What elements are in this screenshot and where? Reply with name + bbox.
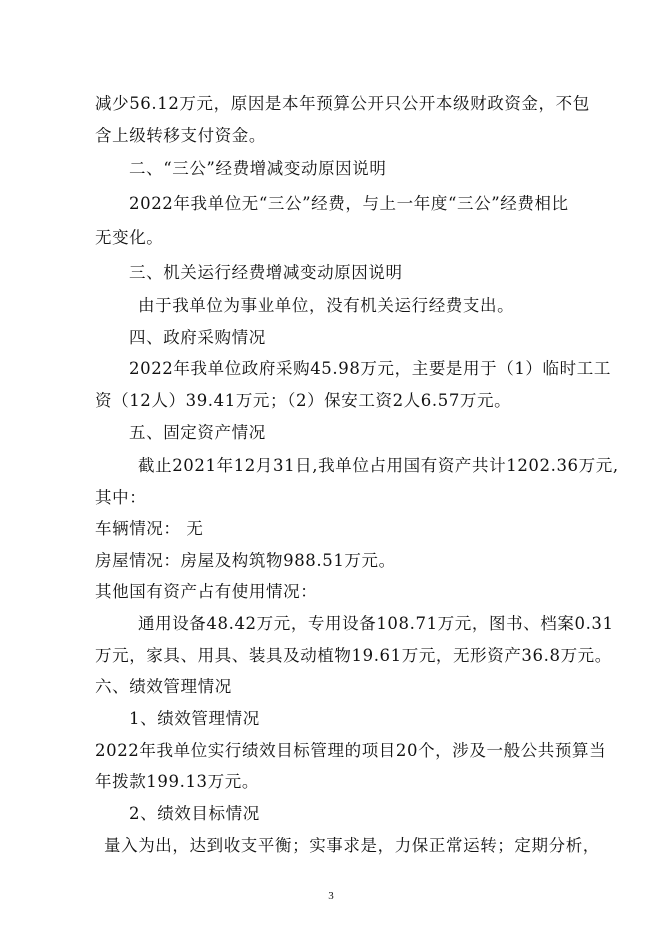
text-line: 2022年我单位政府采购45.98万元，主要是用于（1）临时工工 <box>129 359 611 378</box>
text-line: 其他国有资产占有使用情况： <box>95 582 318 601</box>
section-heading: 五、固定资产情况 <box>129 423 266 442</box>
text-line: 通用设备48.42万元，专用设备108.71万元，图书、档案0.31 <box>138 614 614 633</box>
text-line: 车辆情况： 无 <box>95 519 204 538</box>
text-line: 房屋情况：房屋及构筑物988.51万元。 <box>95 551 396 570</box>
section-heading: 三、机关运行经费增减变动原因说明 <box>129 263 403 282</box>
text-line: 减少56.12万元，原因是本年预算公开只公开本级财政资金，不包 <box>95 94 590 113</box>
page-number: 3 <box>328 890 334 902</box>
text-line: 量入为出，达到收支平衡；实事求是，力保正常运转；定期分析， <box>104 836 600 855</box>
section-heading: 二、“三公”经费增减变动原因说明 <box>129 159 387 178</box>
text-line: 无变化。 <box>95 228 164 247</box>
section-heading: 六、绩效管理情况 <box>95 677 232 696</box>
text-line: 由于我单位为事业单位，没有机关运行经费支出。 <box>138 296 515 315</box>
text-line: 资（12人）39.41万元；（2）保安工资2人6.57万元。 <box>95 391 512 410</box>
sub-heading: 2、绩效目标情况 <box>129 804 260 823</box>
text-line: 含上级转移支付资金。 <box>95 126 266 145</box>
text-line: 万元，家具、用具、装具及动植物19.61万元，无形资产36.8万元。 <box>95 646 612 665</box>
text-line: 2022年我单位实行绩效目标管理的项目20个，涉及一般公共预算当 <box>95 741 607 760</box>
text-line: 截止2021年12月31日,我单位占用国有资产共计1202.36万元, <box>138 456 619 475</box>
text-line: 其中： <box>95 488 147 507</box>
sub-heading: 1、绩效管理情况 <box>129 709 260 728</box>
section-heading: 四、政府采购情况 <box>129 328 266 347</box>
text-line: 年拨款199.13万元。 <box>95 772 259 791</box>
text-line: 2022年我单位无“三公”经费，与上一年度“三公”经费相比 <box>129 194 569 213</box>
